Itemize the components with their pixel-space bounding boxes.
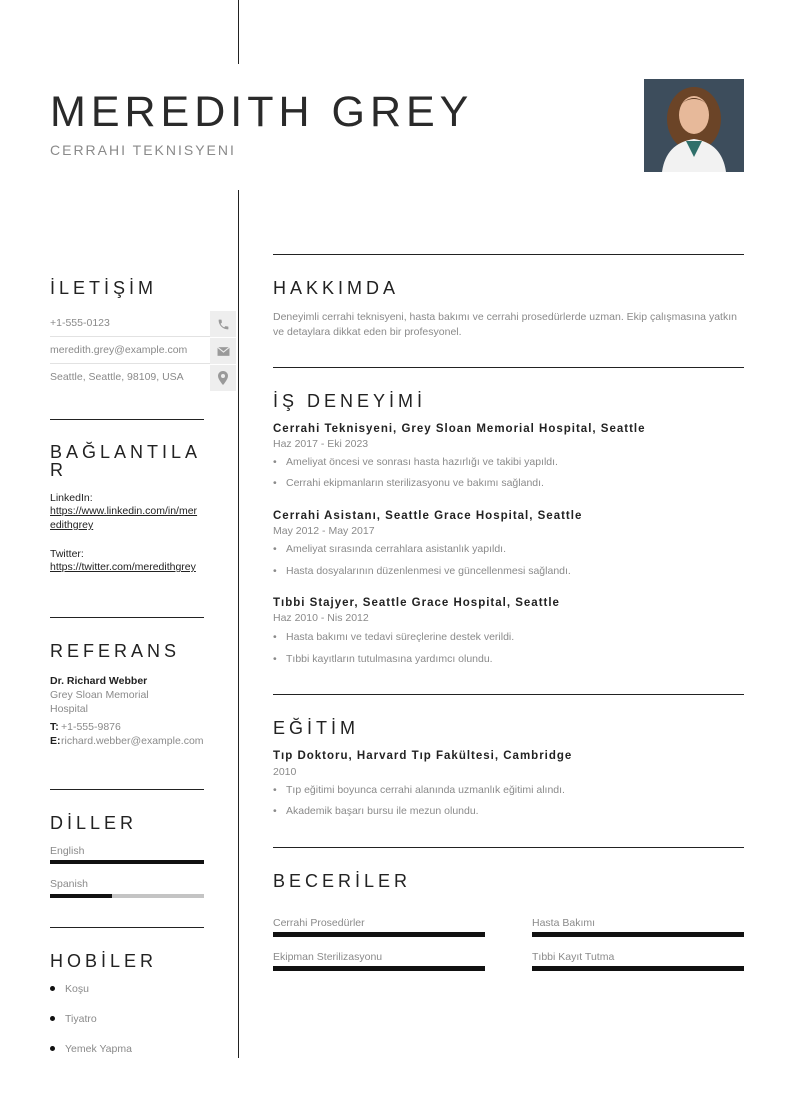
twitter-label: Twitter: [50, 548, 84, 560]
divider [50, 927, 204, 928]
skill-name: Hasta Bakımı [532, 917, 596, 929]
experience-heading: İŞ DENEYİMİ [273, 391, 427, 411]
candidate-role: CERRAHI TEKNISYENI [50, 142, 236, 158]
divider [273, 694, 744, 695]
skills-heading: BECERİLER [273, 871, 412, 891]
phone-icon [210, 311, 236, 337]
vertical-divider-top [238, 0, 239, 64]
skill-level-fill [532, 932, 744, 937]
education-heading: EĞİTİM [273, 718, 359, 738]
skill-level-fill [273, 966, 485, 971]
job-bullet: • Tıbbi kayıtların tutulmasına yardımcı olundu. [273, 653, 493, 665]
divider [50, 789, 204, 790]
job-date: Haz 2010 - Nis 2012 [273, 612, 369, 624]
candidate-name: MEREDITH GREY [50, 88, 474, 136]
map-pin-icon [210, 365, 236, 391]
reference-phone-row [50, 720, 205, 734]
skill-name: Cerrahi Prosedürler [273, 917, 365, 929]
linkedin-link[interactable]: https://www.linkedin.com/in/meredithgrey [50, 505, 198, 531]
contact-email[interactable]: meredith.grey@example.com [50, 337, 236, 364]
vertical-divider [238, 190, 239, 1058]
divider [50, 617, 204, 618]
hobby-item: Yemek Yapma [50, 1043, 132, 1055]
skill-level-bar [532, 932, 744, 937]
bullet-dot [50, 986, 55, 991]
profile-photo [644, 79, 744, 172]
language-name: English [50, 845, 85, 857]
job-bullet: • Ameliyat öncesi ve sonrası hasta hazırlığı ve takibi yapıldı. [273, 456, 558, 468]
skill-level-bar [273, 932, 485, 937]
job-date: May 2012 - May 2017 [273, 525, 375, 537]
skill-name: Ekipman Sterilizasyonu [273, 951, 383, 963]
job-bullet: • Ameliyat sırasında cerrahlara asistanlık yapıldı. [273, 543, 507, 555]
hobbies-heading: HOBİLER [50, 951, 158, 971]
language-level-fill [50, 860, 204, 864]
bullet-dot [50, 1046, 55, 1051]
contact-phone: +1-555-0123 [50, 310, 236, 337]
divider [273, 847, 744, 848]
hobby-item: Koşu [50, 983, 89, 995]
divider [273, 367, 744, 368]
contact-heading: İLETİŞİM [50, 278, 158, 298]
linkedin-label: LinkedIn: [50, 492, 93, 504]
skill-name: Tıbbi Kayıt Tutma [532, 951, 615, 963]
about-text: Deneyimli cerrahi teknisyeni, hasta bakımı ve cerrahi prosedürlerde uzman. Ekip çalışmasına yatkın ve detaylara dikkat eden bir profesyonel. [273, 311, 737, 338]
skill-level-fill [532, 966, 744, 971]
twitter-link[interactable]: https://twitter.com/meredithgrey [50, 561, 196, 573]
divider [273, 254, 744, 255]
job-title: Cerrahi Asistanı, Seattle Grace Hospital, Seattle [273, 510, 583, 522]
education-degree: Tıp Doktoru, Harvard Tıp Fakültesi, Cambridge [273, 750, 573, 762]
divider [50, 419, 204, 420]
links-heading: BAĞLANTILA R [50, 442, 202, 480]
job-date: Haz 2017 - Eki 2023 [273, 438, 369, 450]
job-title: Cerrahi Teknisyeni, Grey Sloan Memorial Hospital, Seattle [273, 423, 646, 435]
reference-phone-label: T: [50, 721, 59, 733]
envelope-icon [210, 338, 236, 364]
job-bullet: • Cerrahi ekipmanların sterilizasyonu ve bakımı sağlandı. [273, 477, 544, 489]
languages-heading: DİLLER [50, 813, 138, 833]
reference-email-label: E: [50, 735, 61, 747]
job-bullet: • Hasta dosyalarının düzenlenmesi ve güncellenmesi sağlandı. [273, 565, 571, 577]
about-heading: HAKKIMDA [273, 278, 400, 298]
contact-address: Seattle, Seattle, 98109, USA [50, 371, 184, 383]
reference-phone: +1-555-9876 [61, 721, 121, 733]
reference-block [50, 674, 205, 748]
language-name: Spanish [50, 878, 88, 890]
job-title: Tıbbi Stajyer, Seattle Grace Hospital, Seattle [273, 597, 560, 609]
language-level-bar [50, 894, 204, 898]
reference-heading: REFERANS [50, 641, 181, 661]
skill-level-bar [273, 966, 485, 971]
reference-org: Grey Sloan Memorial Hospital [50, 689, 149, 715]
education-year: 2010 [273, 766, 297, 778]
skill-level-fill [273, 932, 485, 937]
job-bullet: • Hasta bakımı ve tedavi süreçlerine destek verildi. [273, 631, 515, 643]
education-bullet: • Akademik başarı bursu ile mezun olundu. [273, 805, 479, 817]
reference-name: Dr. Richard Webber [50, 675, 148, 687]
reference-email[interactable]: richard.webber@example.com [61, 735, 204, 747]
reference-email-row [50, 734, 205, 748]
bullet-dot [50, 1016, 55, 1021]
twitter-block [50, 548, 202, 574]
linkedin-block [50, 492, 202, 532]
skill-level-bar [532, 966, 744, 971]
hobby-item: Tiyatro [50, 1013, 97, 1025]
education-bullet: • Tıp eğitimi boyunca cerrahi alanında uzmanlık eğitimi alındı. [273, 784, 565, 796]
language-level-fill [50, 894, 112, 898]
language-level-bar [50, 860, 204, 864]
